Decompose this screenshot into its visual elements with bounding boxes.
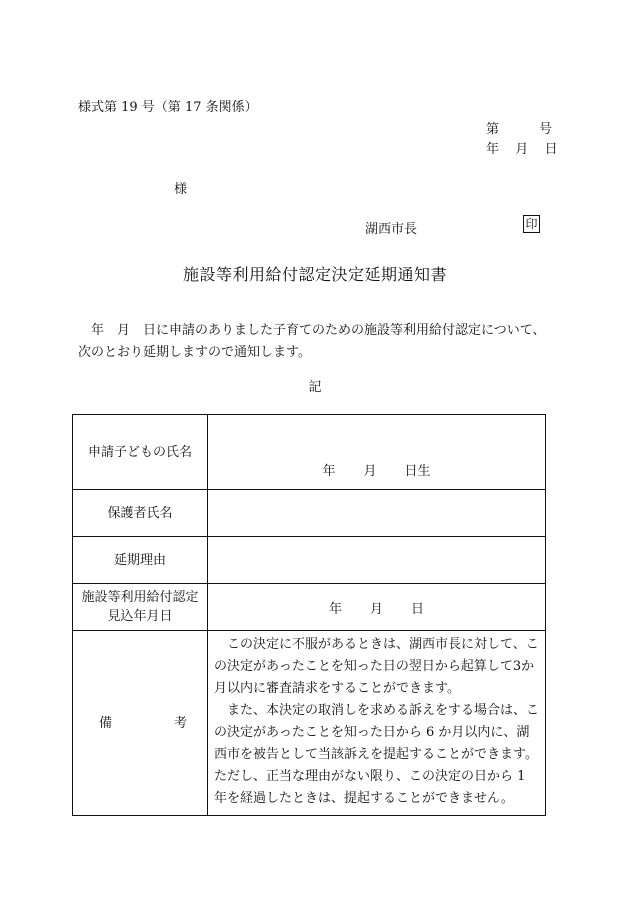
delay-reason-value — [208, 537, 546, 584]
body-text: 年 月 日に申請のありました子育てのための施設等利用給付認定について、次のとおり延期しますので通知します。 — [78, 323, 546, 360]
expected-date-value — [208, 584, 546, 631]
table-row — [73, 415, 546, 490]
document-number — [486, 118, 552, 137]
guardian-name-label: 保護者氏名 — [73, 490, 208, 537]
document-title: 施設等利用給付認定決定延期通知書 — [182, 265, 447, 284]
remarks-paragraph-2: また、本決定の取消しを求める訴えをする場合は、この決定があったことを知った日から 6 か月以内に、湖西市を被告として当該訴えを提起することができます。ただし、正当な理由がない限り、この決定の日から 1 年を経過したときは、提起することができません。 — [214, 703, 540, 806]
remarks-label-char1: 備 — [99, 715, 113, 731]
remarks-text — [208, 631, 546, 816]
child-name-label: 申請子どもの氏名 — [73, 415, 208, 490]
expected-month: 月 — [369, 601, 383, 617]
issue-date-year: 年 — [486, 142, 500, 157]
ki-heading: 記 — [308, 380, 322, 395]
table-row — [73, 631, 546, 816]
remarks-label — [73, 631, 208, 816]
form-number: 様式第 19 号（第 17 条関係） — [78, 100, 258, 115]
guardian-name-value — [208, 490, 546, 537]
dob-month: 月 — [363, 463, 377, 479]
remarks-paragraph-1: この決定に不服があるときは、湖西市長に対して、この決定があったことを知った日の翌日から起算して3か月以内に審査請求をすることができます。 — [214, 637, 539, 696]
expected-date-label — [73, 584, 208, 631]
table-row — [73, 537, 546, 584]
sender-name: 湖西市長 — [365, 222, 418, 237]
child-birthdate — [208, 415, 546, 490]
expected-year: 年 — [328, 601, 342, 617]
delay-reason-label: 延期理由 — [73, 537, 208, 584]
number-prefix: 第 — [486, 122, 500, 137]
issue-date — [486, 138, 558, 157]
dob-day: 日生 — [404, 463, 431, 479]
issue-date-day: 日 — [544, 142, 558, 157]
expected-day: 日 — [411, 601, 425, 617]
expected-date-label-line2: 見込年月日 — [107, 609, 173, 624]
table-row — [73, 490, 546, 537]
dob-year: 年 — [322, 463, 336, 479]
table-row — [73, 584, 546, 631]
number-suffix: 号 — [539, 122, 553, 137]
remarks-label-char2: 考 — [173, 715, 187, 731]
addressee-suffix: 様 — [174, 182, 188, 197]
issue-date-month: 月 — [515, 142, 529, 157]
details-table — [72, 414, 546, 816]
seal-mark: 印 — [523, 215, 540, 233]
expected-date-label-line1: 施設等利用給付認定 — [81, 590, 199, 605]
